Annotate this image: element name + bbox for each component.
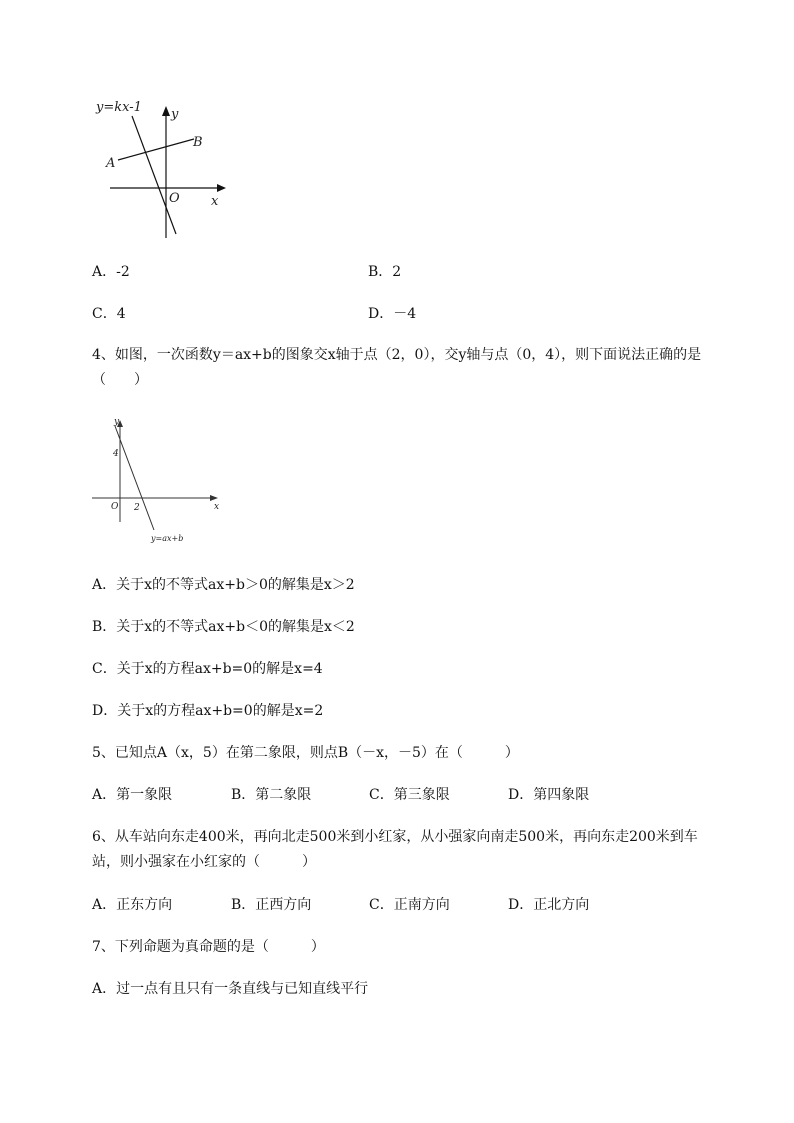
q5-option-b[interactable]: B．第二象限 <box>231 787 312 803</box>
q5-stem: 5、已知点A（x，5）在第二象限，则点B（－x，－5）在（ ） <box>92 745 519 761</box>
q3-option-d[interactable]: D．－4 <box>368 306 417 322</box>
q7-option-a[interactable]: A．过一点有且只有一条直线与已知直线平行 <box>92 981 369 997</box>
line-label: y=kx-1 <box>96 100 142 115</box>
q4-option-c[interactable]: C．关于x的方程ax+b=0的解是x=4 <box>92 661 323 677</box>
origin-label: O <box>111 502 119 512</box>
q3-option-b[interactable]: B．2 <box>368 264 402 280</box>
q5-option-d[interactable]: D．第四象限 <box>508 787 590 803</box>
segment-ab <box>118 139 194 160</box>
point-b-label: B <box>193 135 203 150</box>
x-axis-arrow <box>217 184 226 192</box>
line-ax-plus-b <box>115 426 154 530</box>
y-axis-arrow <box>162 106 170 116</box>
q6-option-c[interactable]: C．正南方向 <box>369 897 450 913</box>
q4-option-a[interactable]: A．关于x的不等式ax+b＞0的解集是x＞2 <box>92 577 355 593</box>
x-axis-arrow <box>210 495 218 501</box>
y-axis-label: y <box>171 107 179 122</box>
point-a-label: A <box>106 156 116 171</box>
q6-option-d[interactable]: D．正北方向 <box>508 897 590 913</box>
y-axis-label: y <box>114 417 120 427</box>
x-axis-label: x <box>214 502 220 512</box>
x-axis-label: x <box>211 194 219 209</box>
q4-stem-line1: 4、如图，一次函数y＝ax+b的图象交x轴于点（2，0），交y轴与点（0，4），则下面说法正确的是 <box>92 347 702 363</box>
x-intercept-label: 2 <box>134 503 140 513</box>
q6-stem-line1: 6、从车站向东走400米，再向北走500米到小红家，从小强家向南走500米，再向东走200米到车 <box>92 829 698 845</box>
q4-stem-line2: （ ） <box>92 372 148 388</box>
y-intercept-label: 4 <box>113 449 119 459</box>
q3-option-a[interactable]: A．-2 <box>92 264 130 280</box>
q7-stem: 7、下列命题为真命题的是（ ） <box>92 939 325 955</box>
q5-option-c[interactable]: C．第三象限 <box>369 787 450 803</box>
q6-option-a[interactable]: A．正东方向 <box>92 897 173 913</box>
line-label: y=ax+b <box>151 534 184 543</box>
q5-option-a[interactable]: A．第一象限 <box>92 787 173 803</box>
q6-stem-line2: 站，则小强家在小红家的（ ） <box>92 854 316 870</box>
line-kx-minus-1 <box>132 116 176 234</box>
question-4-figure <box>88 414 228 549</box>
q4-option-d[interactable]: D．关于x的方程ax+b=0的解是x=2 <box>92 703 324 719</box>
origin-label: O <box>169 191 180 206</box>
q6-option-b[interactable]: B．正西方向 <box>231 897 312 913</box>
q3-option-c[interactable]: C．4 <box>92 306 126 322</box>
question-3-figure <box>90 98 240 243</box>
q4-option-b[interactable]: B．关于x的不等式ax+b＜0的解集是x＜2 <box>92 619 355 635</box>
